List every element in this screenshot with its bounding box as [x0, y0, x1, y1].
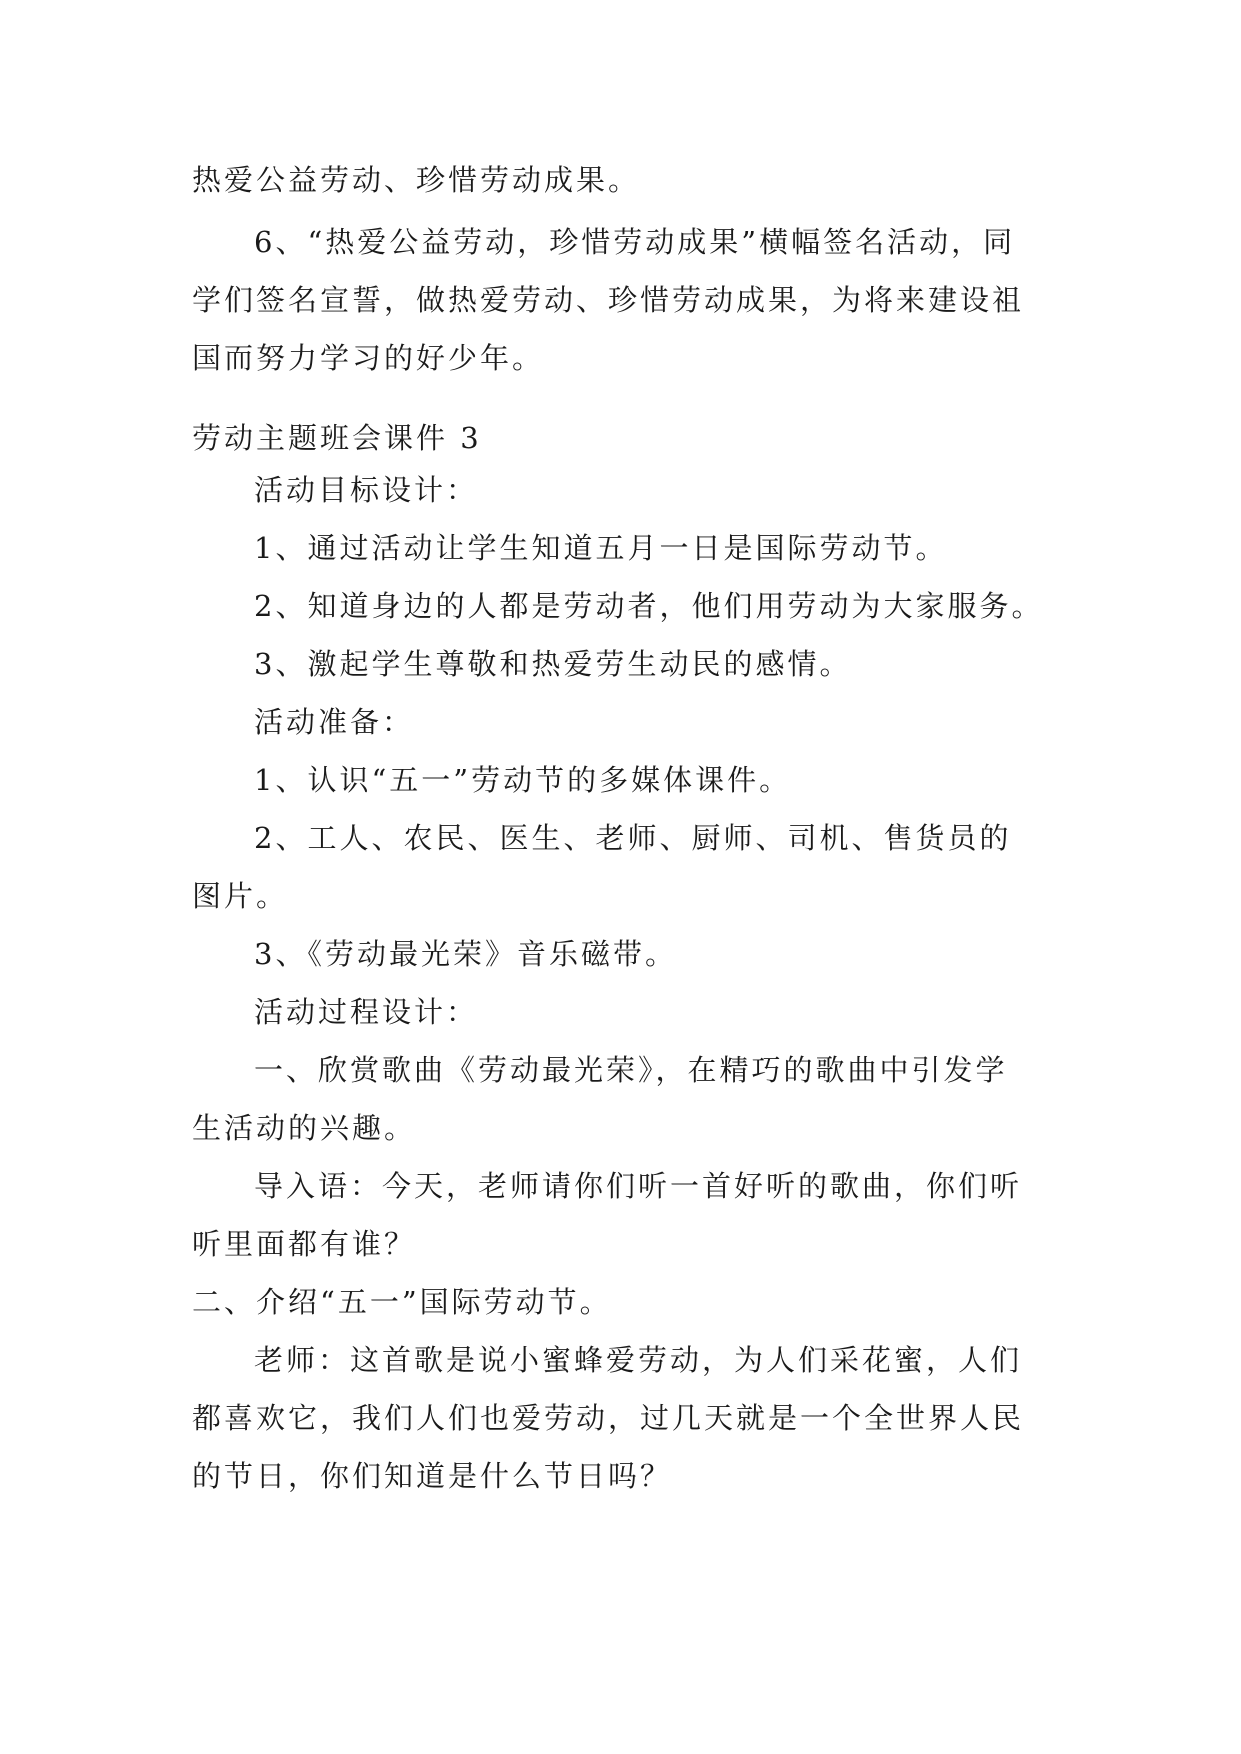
text-line: 二、介绍“五一”国际劳动节。	[192, 1285, 612, 1319]
section-heading: 劳动主题班会课件 3	[192, 421, 482, 455]
text-line: 的节日，你们知道是什么节日吗？	[192, 1459, 673, 1493]
text-line: 国而努力学习的好少年。	[192, 341, 545, 375]
text-line: 老师：这首歌是说小蜜蜂爱劳动，为人们采花蜜，人们	[254, 1343, 1023, 1377]
text-line: 都喜欢它，我们人们也爱劳动，过几天就是一个全世界人民	[192, 1401, 1025, 1435]
text-line: 1、认识“五一”劳动节的多媒体课件。	[254, 763, 792, 797]
text-line: 听里面都有谁？	[192, 1227, 417, 1261]
text-line: 2、知道身边的人都是劳动者，他们用劳动为大家服务。	[254, 589, 1044, 623]
text-line: 一、欣赏歌曲《劳动最光荣》，在精巧的歌曲中引发学	[254, 1053, 1008, 1087]
text-line: 活动目标设计：	[254, 473, 479, 507]
text-line: 3、《劳动最光荣》音乐磁带。	[254, 937, 677, 971]
text-line: 3、激起学生尊敬和热爱劳生动民的感情。	[254, 647, 852, 681]
text-line: 活动过程设计：	[254, 995, 479, 1029]
text-line: 6、“热爱公益劳动，珍惜劳动成果”横幅签名活动，同	[254, 225, 1016, 259]
text-line: 生活动的兴趣。	[192, 1111, 417, 1145]
text-line: 热爱公益劳动、珍惜劳动成果。	[192, 163, 641, 197]
text-line: 学们签名宣誓，做热爱劳动、珍惜劳动成果，为将来建设祖	[192, 283, 1025, 317]
text-line: 1、通过活动让学生知道五月一日是国际劳动节。	[254, 531, 948, 565]
text-line: 2、工人、农民、医生、老师、厨师、司机、售货员的	[254, 821, 1012, 855]
text-line: 导入语：今天，老师请你们听一首好听的歌曲，你们听	[254, 1169, 1023, 1203]
text-line: 活动准备：	[254, 705, 415, 739]
text-line: 图片。	[192, 879, 289, 913]
